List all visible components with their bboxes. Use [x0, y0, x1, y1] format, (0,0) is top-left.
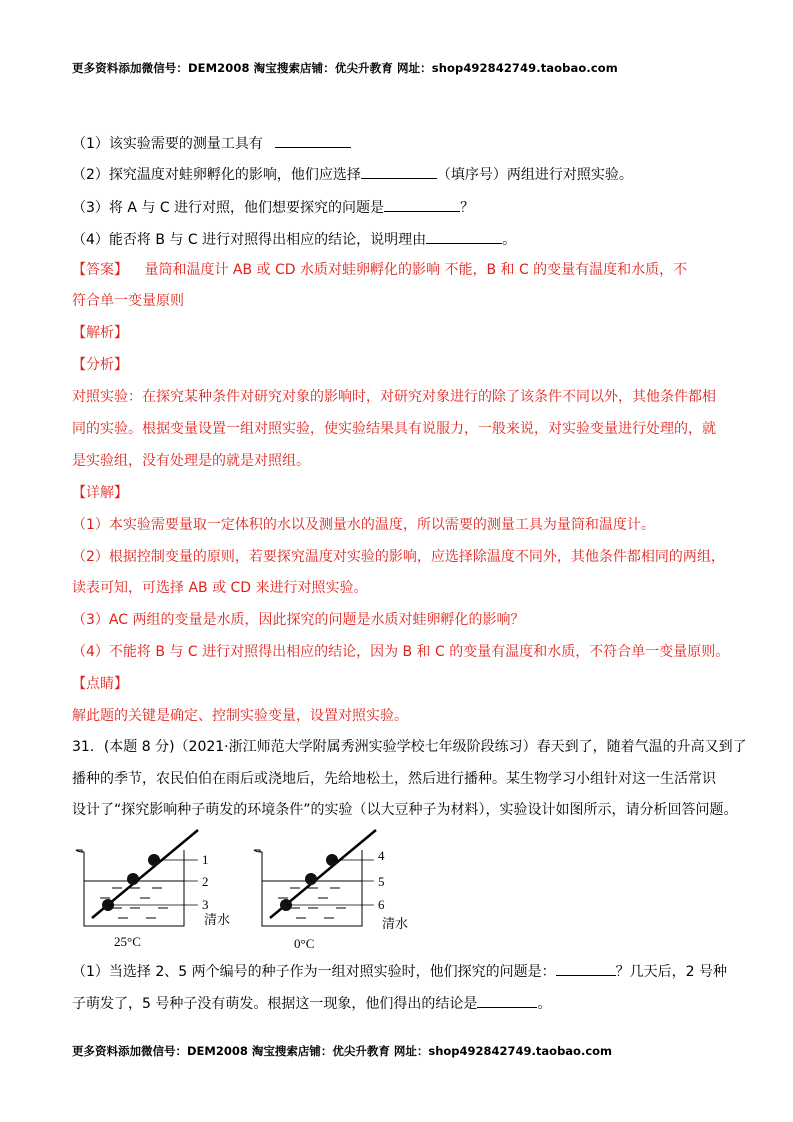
question-2-text: （2）探究温度对蛙卵孵化的影响，他们应选择 [72, 167, 361, 183]
answer-line-1 [72, 260, 722, 280]
highlight-tag: 【点睛】 [72, 676, 128, 692]
question-1-text: （1）该实验需要的测量工具有 [72, 136, 263, 152]
question-3-text: （3）将 A 与 C 进行对照，他们想要探究的问题是 [72, 200, 385, 216]
page-header: 更多资料添加微信号：DEM2008 淘宝搜索店铺：优尖升教育 网址：shop492842749.taobao.com [72, 61, 618, 75]
page-footer: 更多资料添加微信号：DEM2008 淘宝搜索店铺：优尖升教育 网址：shop492842749.taobao.com [72, 1044, 613, 1058]
seed-2 [127, 873, 139, 885]
answer-blank [556, 961, 616, 976]
answer-blank [477, 993, 537, 1008]
answer-blank [275, 133, 351, 148]
highlight-text: 解此题的关键是确定、控制实验变量，设置对照实验。 [72, 708, 408, 724]
answer-text: 量筒和温度计 AB 或 CD 水质对蛙卵孵化的影响 不能，B 和 C 的变量有温度和水质，不 [144, 262, 688, 278]
fenxi-line-2: 同的实验。根据变量设置一组对照实验，使实验结果具有说服力，一般来说，对实验变量进行处理的，就 [72, 421, 716, 437]
detail-p3: （3）AC 两组的变量是水质，因此探究的问题是水质对蛙卵孵化的影响？ [72, 612, 525, 628]
detail-p4: （4）不能将 B 与 C 进行对照得出相应的结论，因为 B 和 C 的变量有温度和水质，不符合单一变量原则。 [72, 644, 730, 660]
q31-sub1-text-d: 。 [537, 996, 552, 1012]
q31-sub1-text-b: ？几天后，2 号种 [615, 964, 727, 980]
question-2-tail: （填序号）两组进行对照实验。 [436, 167, 633, 183]
question-2 [72, 164, 722, 185]
answer-tag: 【答案】 [72, 262, 128, 278]
q31-sub1-line2 [72, 993, 722, 1014]
label-1: 1 [202, 852, 209, 867]
water-label-left: 清水 [204, 913, 231, 928]
question-4-text: （4）能否将 B 与 C 进行对照得出相应的结论，说明理由 [72, 232, 427, 248]
seed-5 [305, 873, 317, 885]
answer-blank [361, 164, 437, 179]
question-4-tail: 。 [502, 232, 517, 248]
q31-line-1: 31．(本题 8 分)（2021·浙江师范大学附属秀洲实验学校七年级阶段练习）春天到了，随着气温的升高又到了 [72, 739, 747, 755]
question-1 [72, 133, 722, 154]
analysis-tag: 【解析】 [72, 325, 128, 341]
detail-p1: （1）本实验需要量取一定体积的水以及测量水的温度，所以需要的测量工具为量筒和温度计。 [72, 517, 655, 533]
label-6: 6 [378, 897, 385, 912]
water-label-right: 清水 [382, 917, 409, 932]
experiment-figure [72, 826, 452, 956]
detail-p2b: 读表可知，可选择 AB 或 CD 来进行对照实验。 [72, 580, 368, 596]
answer-line-2: 符合单一变量原则 [72, 293, 184, 309]
question-3-tail: ？ [460, 200, 475, 216]
label-3: 3 [202, 897, 209, 912]
q31-sub1-text-c: 子萌发了，5 号种子没有萌发。根据这一现象，他们得出的结论是 [72, 996, 478, 1012]
answer-blank [426, 229, 502, 244]
q31-line-3: 设计了“探究影响种子萌发的环境条件”的实验（以大豆种子为材料），实验设计如图所示，请分析回答问题。 [72, 802, 738, 818]
detail-p2a: （2）根据控制变量的原则，若要探究温度对实验的影响，应选择除温度不同外，其他条件都相同的两组， [72, 549, 725, 565]
question-4 [72, 229, 722, 250]
detail-tag: 【详解】 [72, 485, 128, 501]
q31-line-2: 播种的季节，农民伯伯在雨后或浇地后，先给地松土，然后进行播种。某生物学习小组针对这一生活常识 [72, 771, 716, 787]
label-4: 4 [378, 848, 385, 863]
fenxi-tag: 【分析】 [72, 357, 128, 373]
question-3 [72, 197, 722, 218]
fenxi-line-1: 对照实验：在探究某种条件对研究对象的影响时，对研究对象进行的除了该条件不同以外，其他条件都相 [72, 389, 716, 405]
answer-blank [384, 197, 460, 212]
q31-sub1-text: （1）当选择 2、5 两个编号的种子作为一组对照实验时，他们探究的问题是： [72, 964, 556, 980]
temp-right: 0°C [294, 936, 315, 951]
label-5: 5 [378, 874, 385, 889]
fenxi-line-3: 是实验组，没有处理是的就是对照组。 [72, 453, 310, 469]
label-2: 2 [202, 874, 209, 889]
temp-left: 25°C [114, 934, 141, 949]
q31-sub1-line1 [72, 961, 727, 982]
